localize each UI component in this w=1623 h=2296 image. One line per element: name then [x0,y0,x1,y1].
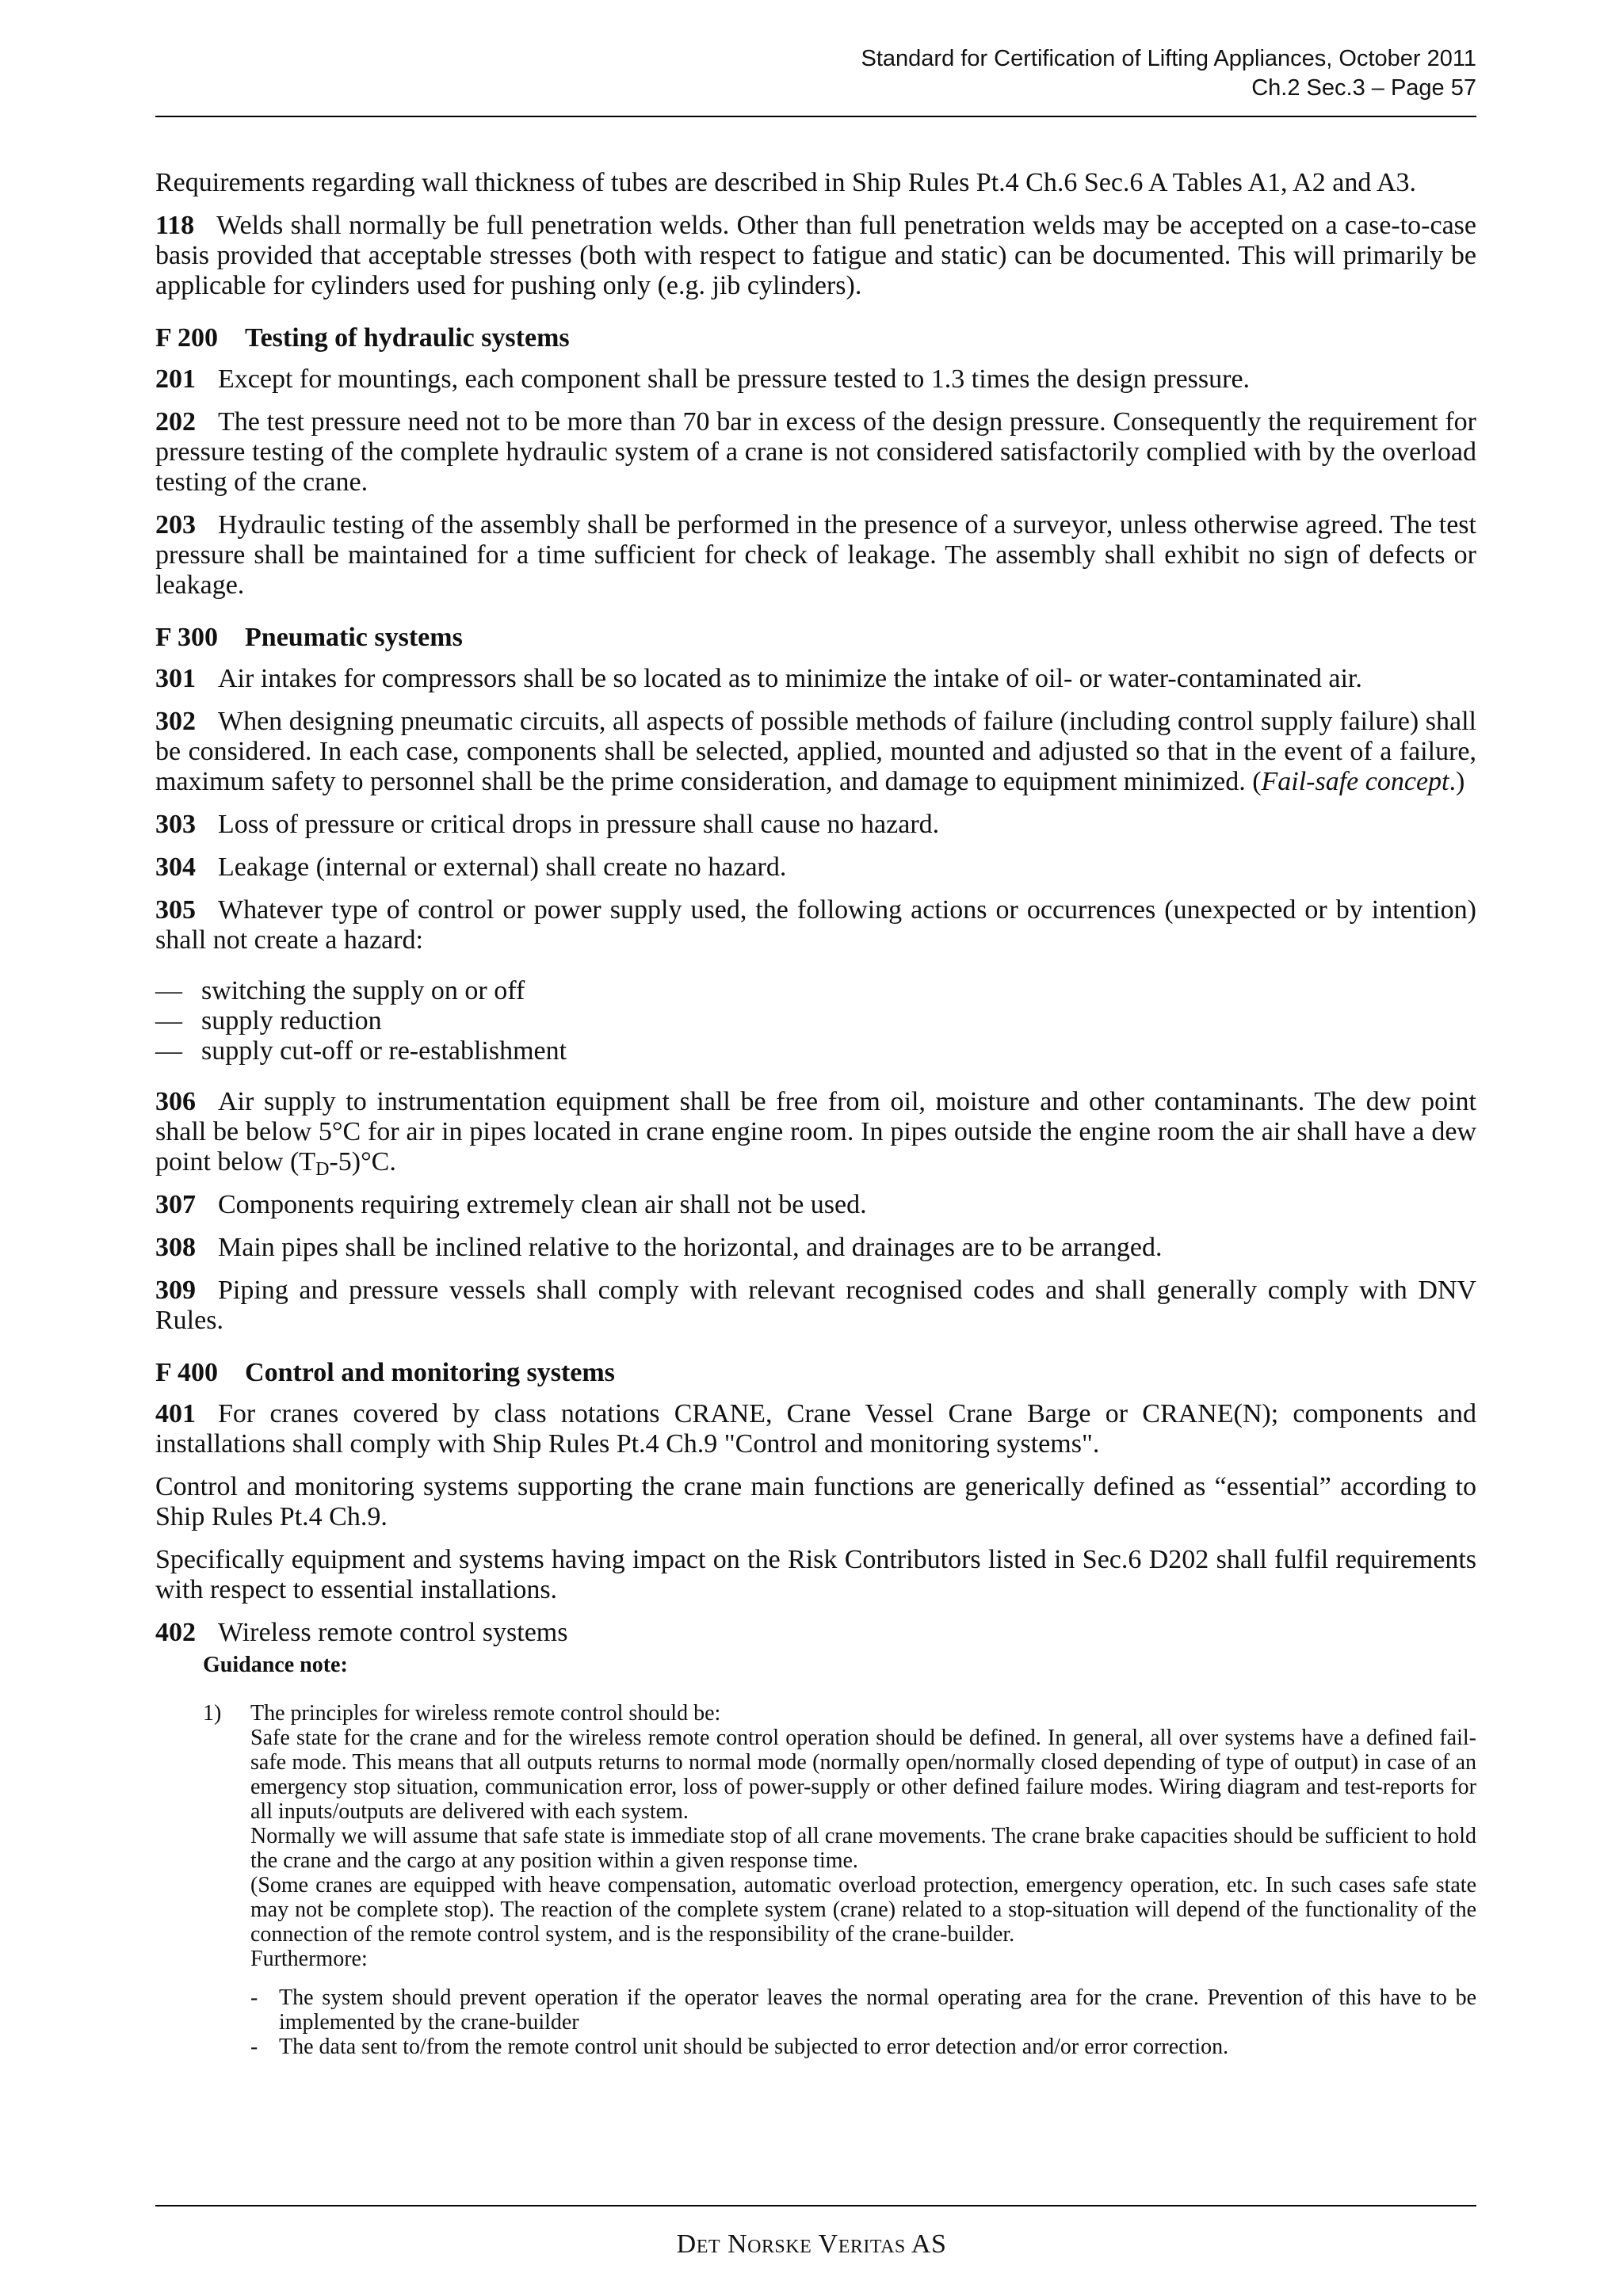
paragraph-text: Piping and pressure vessels shall comply with relevant recognised codes and shall generally comply with DNV Rules. [155,1276,1476,1335]
list-item [155,1006,1476,1036]
footer-rule [155,2205,1476,2206]
paragraph-text: Components requiring extremely clean air shall not be used. [218,1190,867,1219]
paragraph-301 [155,664,1476,694]
paragraph-201 [155,364,1476,395]
guidance-sub-item [250,1985,1476,2035]
paragraph-number: 118 [155,211,195,240]
paragraph-number: 309 [155,1276,196,1305]
paragraph-text: Main pipes shall be inclined relative to the horizontal, and drainages are to be arranged. [218,1233,1163,1262]
header-page-ref: Ch.2 Sec.3 – Page 57 [1251,75,1476,101]
guidance-dash: - [250,1985,258,2010]
guidance-sub-text: The system should prevent operation if the operator leaves the normal operating area for the crane. Prevention of this have to be implemented by the crane-builder [279,1985,1476,2035]
guidance-item-body [250,1701,1476,2059]
paragraph-text: Wireless remote control systems [218,1618,568,1647]
paragraph-number: 402 [155,1618,196,1647]
paragraph-number: 303 [155,810,196,839]
paragraph-text: Air intakes for compressors shall be so located as to minimize the intake of oil- or water-contaminated air. [218,664,1362,693]
paragraph-tail: -5)°C. [329,1147,396,1177]
paragraph-number: 202 [155,407,196,437]
paragraph-text: Air supply to instrumentation equipment shall be free from oil, moisture and other contaminants. The dew point shall be below 5°C for air in pipes located in crane engine room. In pipes outside the engine room the air shall have a dew point below (T [155,1087,1476,1177]
section-number: F 400 [155,1358,219,1387]
document-body [155,168,1476,2059]
paragraph-text: Loss of pressure or critical drops in pressure shall cause no hazard. [218,810,940,839]
paragraph-text: Leakage (internal or external) shall create no hazard. [218,852,787,882]
paragraph-number: 302 [155,707,196,736]
paragraph-text: Hydraulic testing of the assembly shall be performed in the presence of a surveyor, unless otherwise agreed. The test pressure shall be maintained for a time sufficient for check of leakage. The assembly shall exhibit no sign of defects or leakage. [155,510,1476,600]
paragraph-intro: Requirements regarding wall thickness of tubes are described in Ship Rules Pt.4 Ch.6 Sec.6 A Tables A1, A2 and A3. [155,168,1416,197]
guidance-lead: The principles for wireless remote control should be: [250,1701,721,1726]
guidance-item-number: 1) [203,1701,222,1726]
guidance-paragraph: Safe state for the crane and for the wireless remote control operation should be defined. In general, all over systems have a defined fail-safe mode. This means that all outputs returns to normal mode (normally open/normally closed depending of type of output) in case of an emergency stop situation, communication error, loss of power-supply or other defined failure modes. Wiring diagram and test-reports for all inputs/outputs are delivered with each system. [250,1726,1476,1824]
paragraph-number: 201 [155,364,196,394]
list-dash: — [155,1006,182,1035]
list-item-text: supply cut-off or re-establishment [201,1036,567,1066]
list-dash: — [155,1036,182,1066]
section-heading-f300 [155,623,1476,653]
section-title: Control and monitoring systems [245,1358,615,1387]
section-heading-f200 [155,323,1476,353]
header-title: Standard for Certification of Lifting Appliances, October 2011 [861,46,1476,71]
guidance-paragraph: Normally we will assume that safe state is immediate stop of all crane movements. The crane brake capacities should be sufficient to hold the crane and the cargo at any position within a given response time. [250,1824,1476,1873]
guidance-sub-item [250,2035,1476,2059]
paragraph-number: 401 [155,1399,196,1428]
paragraph-text: For cranes covered by class notations CRANE, Crane Vessel Crane Barge or CRANE(N); components and installations shall comply with Ship Rules Pt.4 Ch.9 "Control and monitoring systems". [155,1399,1476,1459]
guidance-dash: - [250,2035,258,2059]
paragraph-italic-text: Fail-safe concept [1261,767,1449,796]
header-rule [155,116,1476,117]
guidance-item [203,1701,1476,2059]
paragraph-text: Except for mountings, each component shall be pressure tested to 1.3 times the design pressure. [218,364,1251,394]
paragraph-202 [155,407,1476,498]
paragraph-118 [155,211,1476,301]
paragraph-number: 305 [155,895,196,925]
paragraph-307 [155,1190,1476,1220]
paragraph-401 [155,1399,1476,1459]
list-item [155,1036,1476,1066]
paragraph-number: 307 [155,1190,196,1219]
paragraph-number: 308 [155,1233,196,1262]
paragraph-text: Welds shall normally be full penetration welds. Other than full penetration welds may be accepted on a case-to-case basis provided that acceptable stresses (both with respect to fatigue and static) can be documented. This will primarily be applicable for cylinders used for pushing only (e.g. jib cylinders). [155,211,1476,300]
paragraph-308 [155,1233,1476,1263]
section-title: Pneumatic systems [245,623,463,652]
guidance-note [203,1653,1476,2059]
paragraph-number: 301 [155,664,196,693]
paragraph-number: 304 [155,852,196,882]
paragraph-304 [155,852,1476,883]
hazard-list [155,976,1476,1066]
list-item-text: switching the supply on or off [201,976,525,1005]
paragraph-203 [155,510,1476,601]
guidance-note-title: Guidance note: [203,1653,348,1677]
guidance-sub-text: The data sent to/from the remote control unit should be subjected to error detection and/or error correction. [279,2035,1229,2059]
section-heading-f400 [155,1358,1476,1388]
section-title: Testing of hydraulic systems [245,323,570,353]
list-dash: — [155,976,182,1005]
paragraph-text: The test pressure need not to be more than 70 bar in excess of the design pressure. Consequently the requirement for pressure testing of the complete hydraulic system of a crane is not considered satisfactorily complied with by the overload testing of the crane. [155,407,1476,497]
paragraph-306 [155,1087,1476,1180]
paragraph-text: Whatever type of control or power supply used, the following actions or occurrences (unexpected or by intention) shall not create a hazard: [155,895,1476,955]
paragraph-number: 203 [155,510,196,540]
paragraph-text: When designing pneumatic circuits, all aspects of possible methods of failure (including control supply failure) shall be considered. In each case, components shall be selected, applied, mounted and adjusted so that in the event of a failure, maximum safety to personnel shall be the prime consideration, and damage to equipment minimized. ( [155,707,1476,796]
section-number: F 300 [155,623,219,652]
subscript-text: D [315,1159,330,1180]
paragraph-303 [155,810,1476,840]
page-header [861,44,1476,103]
paragraph-305 [155,895,1476,955]
paragraph-401-c: Specifically equipment and systems having impact on the Risk Contributors listed in Sec.6 D202 shall fulfil requirements with respect to essential installations. [155,1545,1476,1604]
page-footer: Det Norske Veritas AS [676,2229,947,2259]
paragraph-302 [155,707,1476,797]
list-item [155,976,1476,1006]
paragraph-401-b: Control and monitoring systems supporting the crane main functions are generically defined as “essential” according to Ship Rules Pt.4 Ch.9. [155,1472,1476,1531]
guidance-paragraph: (Some cranes are equipped with heave compensation, automatic overload protection, emergency operation, etc. In such cases safe state may not be complete stop). The reaction of the complete system (crane) related to a stop-situation will depend of the functionality of the connection of the remote control system, and is the responsibility of the crane-builder. [250,1873,1476,1947]
guidance-paragraph: Furthermore: [250,1947,368,1971]
paragraph-number: 306 [155,1087,196,1116]
section-number: F 200 [155,323,219,353]
list-item-text: supply reduction [201,1006,382,1035]
paragraph-tail: .) [1449,767,1465,796]
paragraph-402 [155,1618,1476,1648]
paragraph-309 [155,1276,1476,1336]
